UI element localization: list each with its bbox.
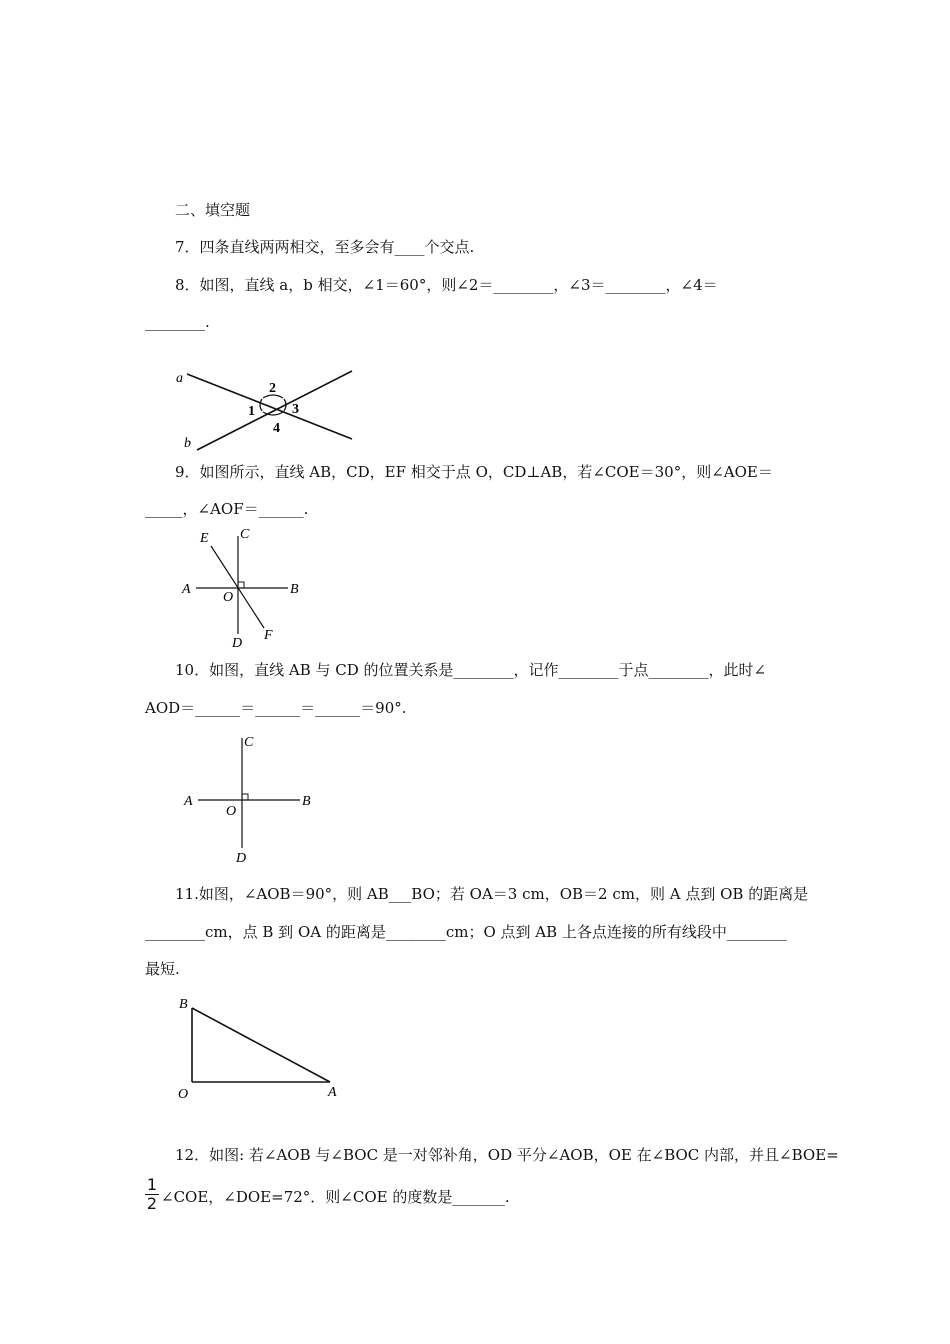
- figure-9: [178, 526, 308, 650]
- fraction-denominator: 2: [146, 1194, 158, 1213]
- label-E: E: [200, 531, 209, 546]
- label-A: A: [328, 1085, 337, 1100]
- label-3: 3: [292, 402, 299, 417]
- label-1: 1: [248, 404, 255, 419]
- angle-1-arc: [260, 399, 262, 411]
- label-O: O: [178, 1087, 189, 1102]
- question-12-line1: 12．如图: 若∠AOB 与∠BOC 是一对邻补角，OD 平分∠AOB，OE 在∠BOC 内部，并且∠BOE=: [175, 1146, 839, 1164]
- question-8-line1: 8．如图，直线 a，b 相交，∠1＝60°，则∠2＝________，∠3＝________，∠4＝: [175, 276, 718, 294]
- question-7: 7．四条直线两两相交，至多会有____个交点.: [175, 238, 475, 256]
- question-11-line2: ________cm，点 B 到 OA 的距离是________cm；O 点到 AB 上各点连接的所有线段中________: [145, 923, 787, 941]
- label-b: b: [184, 436, 191, 451]
- segment-ab: [192, 1008, 330, 1082]
- figure-10: [178, 730, 318, 868]
- question-12-line2: ∠COE，∠DOE=72°．则∠COE 的度数是_______.: [161, 1188, 510, 1206]
- fraction-half: [145, 1176, 159, 1213]
- label-D: D: [236, 851, 247, 866]
- figure-11: [172, 992, 352, 1104]
- label-B: B: [302, 794, 311, 809]
- question-9-line1: 9．如图所示，直线 AB，CD，EF 相交于点 O，CD⊥AB，若∠COE＝30°，则∠AOE＝: [175, 463, 773, 481]
- label-a: a: [176, 371, 183, 386]
- label-4: 4: [273, 421, 280, 436]
- label-C: C: [244, 735, 254, 750]
- right-angle-mark: [238, 582, 244, 588]
- fraction-numerator: 1: [146, 1175, 158, 1194]
- question-8-line2: ________.: [145, 313, 210, 331]
- label-F: F: [264, 628, 273, 643]
- question-10-line2: AOD＝______＝______＝______＝90°.: [145, 699, 407, 717]
- label-O: O: [226, 804, 237, 819]
- figure-8: [172, 362, 362, 454]
- label-B: B: [179, 997, 188, 1012]
- label-D: D: [232, 636, 243, 650]
- section-title: 二、填空题: [175, 201, 251, 219]
- label-A: A: [182, 582, 191, 597]
- label-A: A: [184, 794, 193, 809]
- question-11-line3: 最短.: [145, 960, 180, 978]
- question-9-line2: _____，∠AOF＝______.: [145, 500, 309, 518]
- label-C: C: [240, 527, 250, 542]
- question-10-line1: 10．如图，直线 AB 与 CD 的位置关系是________，记作________于点________，此时∠: [175, 661, 767, 679]
- label-O: O: [223, 590, 234, 605]
- label-B: B: [290, 582, 299, 597]
- label-2: 2: [269, 381, 276, 396]
- question-11-line1: 11.如图，∠AOB＝90°，则 AB___BO；若 OA＝3 cm，OB＝2 cm，则 A 点到 OB 的距离是: [175, 885, 809, 903]
- right-angle-mark: [242, 794, 248, 800]
